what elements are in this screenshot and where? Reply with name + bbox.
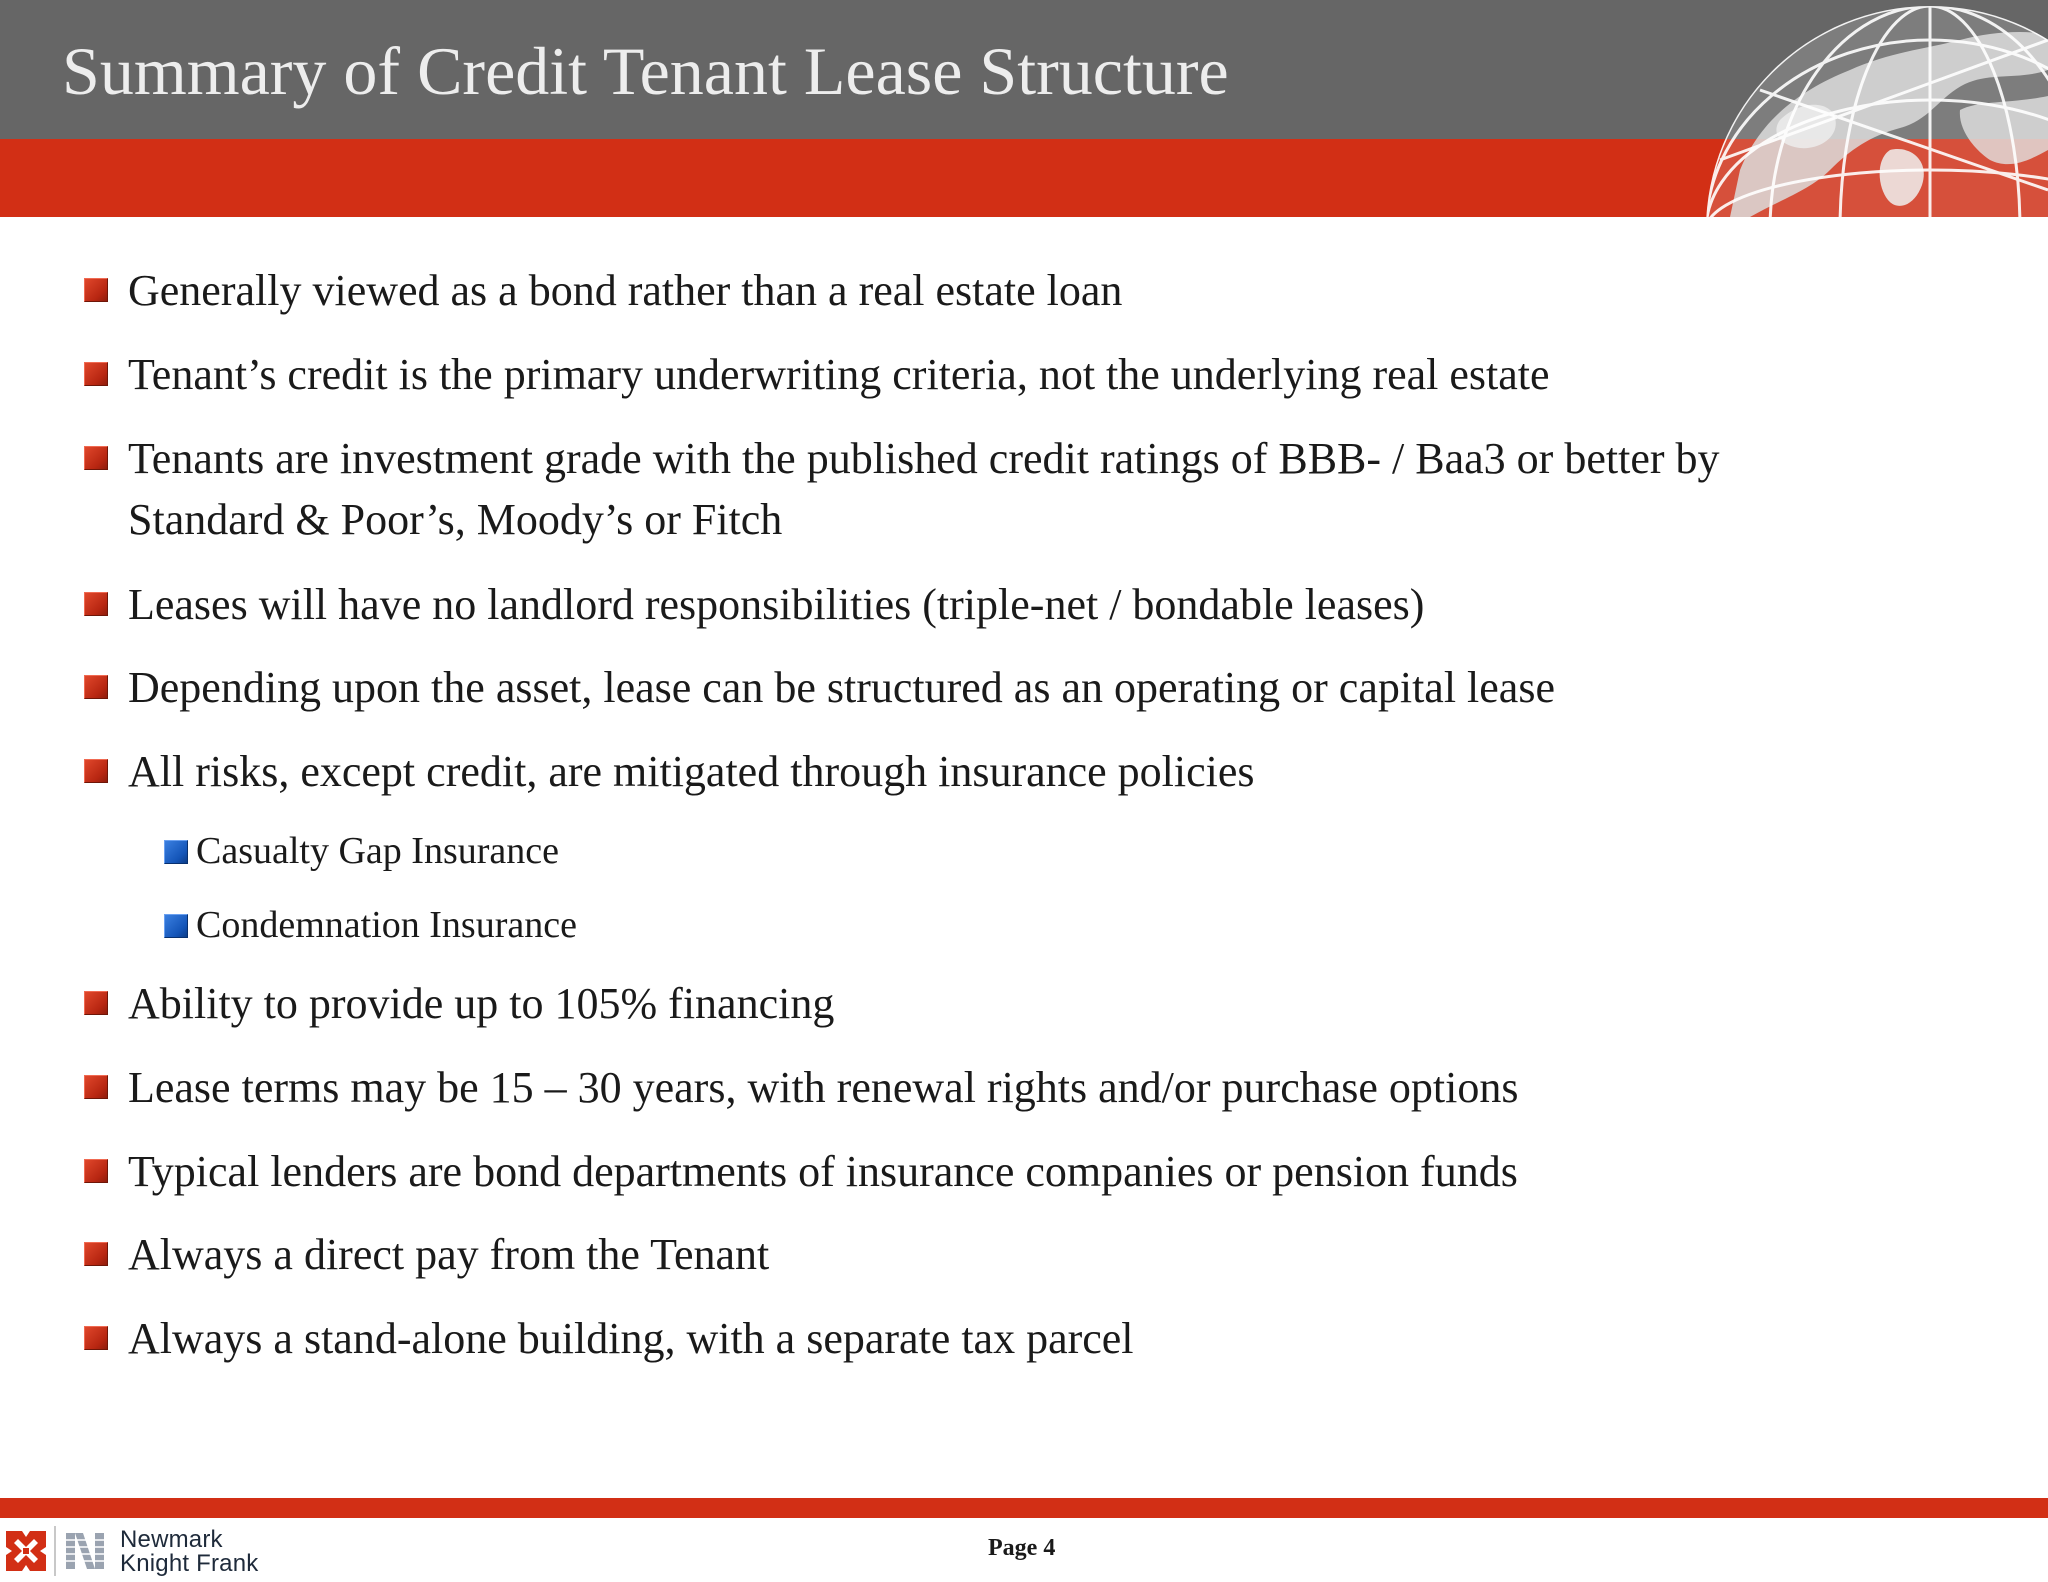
bullet-text: Depending upon the asset, lease can be structured as an operating or capital lease [128, 663, 1555, 712]
footer-accent-band [0, 1498, 2048, 1518]
bullet-text: Tenant’s credit is the primary underwriting criteria, not the underlying real estate [128, 350, 1550, 399]
bullet-marker-icon [84, 1326, 108, 1350]
bullet-marker-icon [84, 675, 108, 699]
bullet-marker-icon [84, 991, 108, 1015]
bullet-text: Always a direct pay from the Tenant [128, 1230, 770, 1279]
sub-bullet-text: Casualty Gap Insurance [196, 830, 559, 872]
bullet-text: Typical lenders are bond departments of insurance companies or pension funds [128, 1147, 1518, 1196]
bullet-marker-icon [84, 759, 108, 783]
sub-bullet-marker-icon [164, 840, 188, 864]
globe-icon [1660, 0, 2048, 217]
page-number: Page 4 [988, 1535, 1056, 1561]
bullet-marker-icon [84, 362, 108, 386]
logo-text-knight-frank: Knight Frank [120, 1550, 259, 1577]
bullet-text: Ability to provide up to 105% financing [128, 979, 835, 1028]
sub-bullet-text: Condemnation Insurance [196, 904, 577, 946]
bullet-marker-icon [84, 1242, 108, 1266]
bullet-text-line2: Standard & Poor’s, Moody’s or Fitch [128, 495, 783, 544]
sub-bullet-marker-icon [164, 914, 188, 938]
bullet-text-line1: Tenants are investment grade with the published credit ratings of BBB- / Baa3 or better by [128, 434, 1720, 483]
page-title: Summary of Credit Tenant Lease Structure [62, 33, 1229, 109]
newmark-n-mark-icon [64, 1530, 106, 1572]
bullet-text: All risks, except credit, are mitigated through insurance policies [128, 747, 1255, 796]
bullet-marker-icon [84, 1075, 108, 1099]
bullet-marker-icon [84, 1159, 108, 1183]
bullet-text: Always a stand-alone building, with a separate tax parcel [128, 1314, 1134, 1363]
bullet-text: Lease terms may be 15 – 30 years, with renewal rights and/or purchase options [128, 1063, 1519, 1112]
company-logo [4, 1524, 304, 1578]
bullet-marker-icon [84, 446, 108, 470]
knight-frank-x-mark-icon [4, 1529, 48, 1573]
logo-divider [54, 1526, 56, 1576]
logo-text-newmark: Newmark [120, 1526, 223, 1553]
bullet-marker-icon [84, 278, 108, 302]
bullet-text: Leases will have no landlord responsibilities (triple-net / bondable leases) [128, 580, 1425, 629]
bullet-marker-icon [84, 592, 108, 616]
bullet-text: Generally viewed as a bond rather than a real estate loan [128, 266, 1123, 315]
